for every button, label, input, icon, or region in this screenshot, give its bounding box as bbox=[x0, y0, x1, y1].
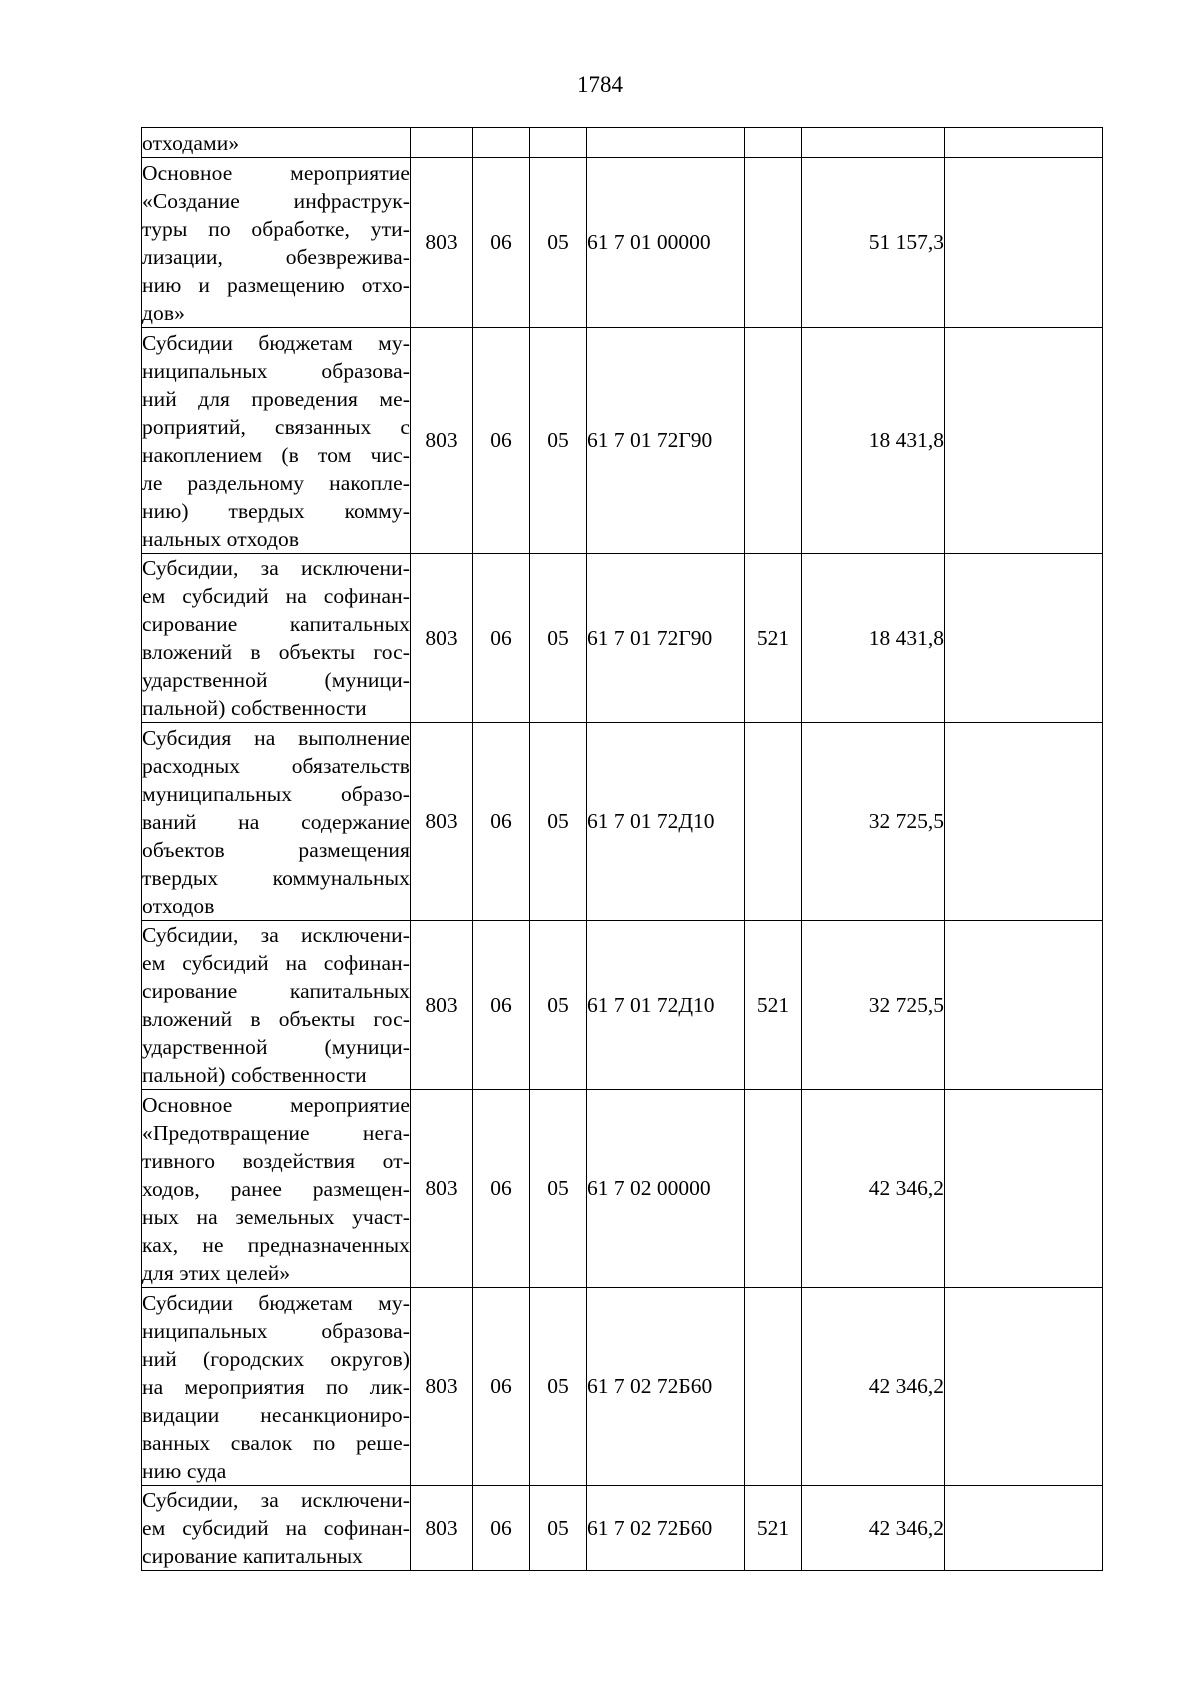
description-cell bbox=[142, 328, 411, 554]
table-row bbox=[142, 1288, 1103, 1486]
target-article-cell: 61 7 01 72Д10 bbox=[587, 921, 745, 1090]
expense-type-cell: 521 bbox=[745, 554, 802, 723]
subsection-code-cell: 05 bbox=[530, 554, 587, 723]
description-line: нию и размещению отхо- bbox=[142, 272, 410, 297]
ministry-code-cell bbox=[411, 128, 473, 158]
ministry-code-cell: 803 bbox=[411, 328, 473, 554]
expense-type-cell bbox=[745, 1090, 802, 1288]
amount-cell: 42 346,2 bbox=[802, 1090, 945, 1288]
section-code-cell: 06 bbox=[473, 1288, 530, 1486]
amount-cell bbox=[802, 128, 945, 158]
description-line: ваний на содержание bbox=[142, 809, 410, 834]
amount-cell: 18 431,8 bbox=[802, 328, 945, 554]
target-article-cell bbox=[587, 128, 745, 158]
ministry-code-cell: 803 bbox=[411, 158, 473, 328]
subsection-code-cell: 05 bbox=[530, 1288, 587, 1486]
section-code-cell: 06 bbox=[473, 921, 530, 1090]
description-line: Основное мероприятие bbox=[142, 160, 410, 185]
section-code-cell: 06 bbox=[473, 723, 530, 921]
description-line: сирование капитальных bbox=[142, 979, 410, 1003]
ministry-code-cell: 803 bbox=[411, 1486, 473, 1571]
description-line: Субсидии, за исключени- bbox=[142, 923, 410, 947]
extra-cell bbox=[945, 723, 1103, 921]
target-article-cell: 61 7 02 00000 bbox=[587, 1090, 745, 1288]
description-cell bbox=[142, 1288, 411, 1486]
extra-cell bbox=[945, 554, 1103, 723]
description-line: «Создание инфраструк- bbox=[142, 188, 410, 213]
description-line: сирование капитальных bbox=[142, 612, 410, 636]
description-line: для этих целей» bbox=[142, 1260, 291, 1285]
description-line: ле раздельному накопле- bbox=[142, 470, 410, 495]
description-line: отходами» bbox=[142, 130, 240, 155]
section-code-cell: 06 bbox=[473, 158, 530, 328]
description-line: ний для проведения ме- bbox=[142, 386, 410, 411]
table-row bbox=[142, 921, 1103, 1090]
amount-cell: 32 725,5 bbox=[802, 921, 945, 1090]
subsection-code-cell bbox=[530, 128, 587, 158]
description-line: накоплением (в том чис- bbox=[142, 442, 410, 467]
subsection-code-cell: 05 bbox=[530, 1090, 587, 1288]
description-line: ем субсидий на софинан- bbox=[142, 584, 410, 608]
description-line: ем субсидий на софинан- bbox=[142, 951, 410, 975]
description-line: ударственной (муници- bbox=[142, 1035, 410, 1059]
description-line: туры по обработке, ути- bbox=[142, 216, 410, 241]
table-row bbox=[142, 158, 1103, 328]
description-line: роприятий, связанных с bbox=[142, 414, 410, 439]
target-article-cell: 61 7 02 72Б60 bbox=[587, 1486, 745, 1571]
description-line: Субсидия на выполнение bbox=[142, 725, 410, 750]
ministry-code-cell: 803 bbox=[411, 554, 473, 723]
table-row bbox=[142, 328, 1103, 554]
description-line: твердых коммунальных bbox=[142, 865, 410, 890]
subsection-code-cell: 05 bbox=[530, 921, 587, 1090]
description-line: Основное мероприятие bbox=[142, 1092, 410, 1117]
table-row bbox=[142, 1090, 1103, 1288]
amount-cell: 32 725,5 bbox=[802, 723, 945, 921]
expense-type-cell: 521 bbox=[745, 1486, 802, 1571]
description-cell bbox=[142, 1486, 411, 1571]
description-line: Субсидии бюджетам му- bbox=[142, 1290, 410, 1315]
description-cell bbox=[142, 921, 411, 1090]
description-line: объектов размещения bbox=[142, 837, 410, 862]
section-code-cell bbox=[473, 128, 530, 158]
description-line: нальных отходов bbox=[142, 526, 300, 551]
description-line: вложений в объекты гос- bbox=[142, 1007, 410, 1031]
ministry-code-cell: 803 bbox=[411, 723, 473, 921]
description-line: вложений в объекты гос- bbox=[142, 640, 410, 664]
expense-type-cell bbox=[745, 1288, 802, 1486]
description-line: ний (городских округов) bbox=[142, 1346, 410, 1371]
description-line: отходов bbox=[142, 893, 215, 918]
description-line: пальной) собственности bbox=[142, 1063, 367, 1087]
extra-cell bbox=[945, 1090, 1103, 1288]
subsection-code-cell: 05 bbox=[530, 723, 587, 921]
ministry-code-cell: 803 bbox=[411, 921, 473, 1090]
budget-table bbox=[141, 127, 1103, 1571]
description-line: видации несанкциониро- bbox=[142, 1402, 410, 1427]
expense-type-cell bbox=[745, 128, 802, 158]
description-line: сирование капитальных bbox=[142, 1544, 364, 1568]
section-code-cell: 06 bbox=[473, 1090, 530, 1288]
description-line: нию суда bbox=[142, 1458, 227, 1483]
description-line: ем субсидий на софинан- bbox=[142, 1516, 410, 1540]
description-line: на мероприятия по лик- bbox=[142, 1374, 410, 1399]
description-line: ходов, ранее размещен- bbox=[142, 1176, 410, 1201]
subsection-code-cell: 05 bbox=[530, 1486, 587, 1571]
description-line: ках, не предназначенных bbox=[142, 1232, 410, 1257]
amount-cell: 42 346,2 bbox=[802, 1288, 945, 1486]
description-line: расходных обязательств bbox=[142, 753, 410, 778]
expense-type-cell bbox=[745, 723, 802, 921]
extra-cell bbox=[945, 1288, 1103, 1486]
amount-cell: 51 157,3 bbox=[802, 158, 945, 328]
section-code-cell: 06 bbox=[473, 1486, 530, 1571]
description-cell bbox=[142, 158, 411, 328]
description-line: Субсидии бюджетам му- bbox=[142, 330, 410, 355]
table-row bbox=[142, 723, 1103, 921]
description-cell bbox=[142, 723, 411, 921]
section-code-cell: 06 bbox=[473, 554, 530, 723]
description-line: дов» bbox=[142, 300, 185, 325]
description-line: муниципальных образо- bbox=[142, 781, 410, 806]
description-line: тивного воздействия от- bbox=[142, 1148, 410, 1173]
extra-cell bbox=[945, 158, 1103, 328]
description-line: «Предотвращение нега- bbox=[142, 1120, 410, 1145]
subsection-code-cell: 05 bbox=[530, 158, 587, 328]
table-row bbox=[142, 128, 1103, 158]
table-row bbox=[142, 554, 1103, 723]
expense-type-cell bbox=[745, 158, 802, 328]
target-article-cell: 61 7 01 00000 bbox=[587, 158, 745, 328]
ministry-code-cell: 803 bbox=[411, 1288, 473, 1486]
description-line: ванных свалок по реше- bbox=[142, 1430, 410, 1455]
amount-cell: 18 431,8 bbox=[802, 554, 945, 723]
description-line: Субсидии, за исключени- bbox=[142, 1488, 410, 1512]
amount-cell: 42 346,2 bbox=[802, 1486, 945, 1571]
description-line: ных на земельных участ- bbox=[142, 1204, 410, 1229]
ministry-code-cell: 803 bbox=[411, 1090, 473, 1288]
extra-cell bbox=[945, 328, 1103, 554]
page-number: 1784 bbox=[577, 72, 623, 97]
target-article-cell: 61 7 01 72Г90 bbox=[587, 554, 745, 723]
description-cell bbox=[142, 128, 411, 158]
section-code-cell: 06 bbox=[473, 328, 530, 554]
extra-cell bbox=[945, 1486, 1103, 1571]
description-line: Субсидии, за исключени- bbox=[142, 556, 410, 580]
expense-type-cell: 521 bbox=[745, 921, 802, 1090]
subsection-code-cell: 05 bbox=[530, 328, 587, 554]
target-article-cell: 61 7 02 72Б60 bbox=[587, 1288, 745, 1486]
description-line: ударственной (муници- bbox=[142, 668, 410, 692]
description-line: нию) твердых комму- bbox=[142, 498, 410, 523]
description-line: ниципальных образова- bbox=[142, 358, 410, 383]
description-cell bbox=[142, 554, 411, 723]
extra-cell bbox=[945, 128, 1103, 158]
table-row bbox=[142, 1486, 1103, 1571]
description-line: пальной) собственности bbox=[142, 696, 367, 720]
description-cell bbox=[142, 1090, 411, 1288]
target-article-cell: 61 7 01 72Г90 bbox=[587, 328, 745, 554]
extra-cell bbox=[945, 921, 1103, 1090]
expense-type-cell bbox=[745, 328, 802, 554]
description-line: лизации, обезврежива- bbox=[142, 244, 410, 269]
description-line: ниципальных образова- bbox=[142, 1318, 410, 1343]
target-article-cell: 61 7 01 72Д10 bbox=[587, 723, 745, 921]
